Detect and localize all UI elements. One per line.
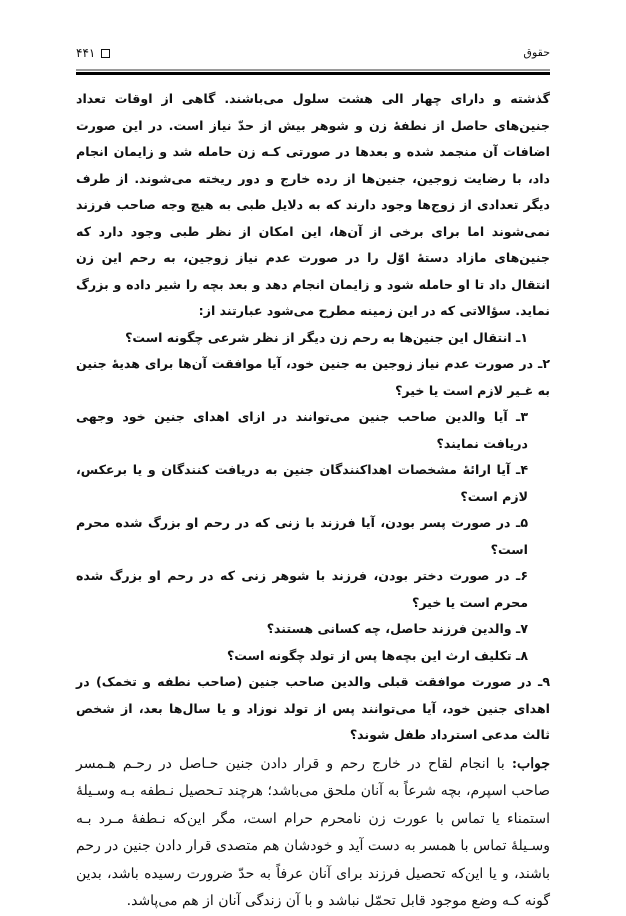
page-number-group xyxy=(76,46,110,60)
square-icon xyxy=(101,49,110,58)
running-title: حقوق xyxy=(523,46,550,59)
question-1: ۱ـ انتقال این جنین‌ها به رحم زن دیگر از نظر شرعی چگونه است؟ xyxy=(125,329,528,345)
question-5: ۵ـ در صورت پسر بودن، آیا فرزند با زنی که در رحم او بزرگ شده محرم است؟ xyxy=(76,515,528,557)
header-rule-thin xyxy=(76,69,550,71)
answer-text: با انجام لقاح در خارج رحم و قرار دادن جنین حـاصل در رحـم هـمسر صاحب اسپرم، بچه شرعاً به آنان ملحق می‌باشد؛ هرچند تـحصیل نـطفه بـه وسـیلهٔ استمناء یا تماس با عورت زن نامحرم حرام است، مگر این‌که نـطفهٔ مـرد بـه وسـیلهٔ تماس با همسر به دست آید و خودشان هم متصدی قرار دادن جنین در رحم باشند، و یا این‌که تحصیل فرزند برای آنان عرفاً به حدّ ضرورت رسیده باشد، بدین گونه کـه وضع موجود قابل تحمّل نباشد و با آن زندگی آنان از هم می‌پاشد. xyxy=(76,755,550,909)
question-6: ۶ـ در صورت دختر بودن، فرزند با شوهر زنی که در رحم او بزرگ شده محرم است یا خیر؟ xyxy=(76,568,528,610)
page-number: ۴۴۱ xyxy=(76,46,96,60)
question-9: ۹ـ در صورت موافقت قبلی والدین صاحب جنین (صاحب نطفه و تخمک) در اهدای جنین خود، آیا می‌توانند پس از تولد نوزاد و یا سال‌ها بعد، از شخص ثالث مدعی استرداد طفل شوند؟ xyxy=(76,674,550,742)
page-body xyxy=(76,86,550,916)
answer-label: جواب: xyxy=(511,755,550,772)
header-rule-thick xyxy=(76,72,550,75)
question-2: ۲ـ در صورت عدم نیاز زوجین به جنین خود، آیا موافقت آن‌ها برای هدیهٔ جنین به غـیر لازم است یا خیر؟ xyxy=(76,356,550,398)
question-3: ۳ـ آیا والدین صاحب جنین می‌توانند در ازای اهدای جنین خود وجهی دریافت نمایند؟ xyxy=(76,409,528,451)
answer-paragraph xyxy=(76,751,550,916)
question-4: ۴ـ آیا ارائهٔ مشخصات اهداکنندگان جنین به دریافت کنندگان و یا برعکس، لازم است؟ xyxy=(76,462,528,504)
page-header xyxy=(76,46,550,66)
intro-paragraph: گذشته و دارای چهار الی هشت سلول می‌باشند. گاهی از اوقات تعداد جنین‌های حاصل از نطفهٔ زن و شوهر بیش از حدّ نیاز است. در این صورت اضافات آن منجمد شده و بعدها در صورتی کـه زن حامله شد و زایمان انجام داد، با رضایت زوجین، جنین‌ها از رده خارج و دور ریخته می‌شوند. از طرف دیگر تعدادی از زوج‌ها وجود دارند که به دلایل طبی به هیچ وجه صاحب فرزند نمی‌شوند اما برای برخی از آن‌ها، این امکان از نظر طبی وجود دارد که جنین‌های مازاد دستهٔ اوّل را در صورت عدم نیاز زوجین، به رحم این زن انتقال داد تا او حامله شود و زایمان انجام دهد و بعد بچه را شیر داده و بزرگ نماید. سؤالاتی که در این زمینه مطرح می‌شود عبارتند از: xyxy=(76,91,550,318)
question-7: ۷ـ والدین فرزند حاصل، چه کسانی هستند؟ xyxy=(266,621,528,636)
question-8: ۸ـ تکلیف ارث این بچه‌ها پس از تولد چگونه است؟ xyxy=(226,647,528,663)
